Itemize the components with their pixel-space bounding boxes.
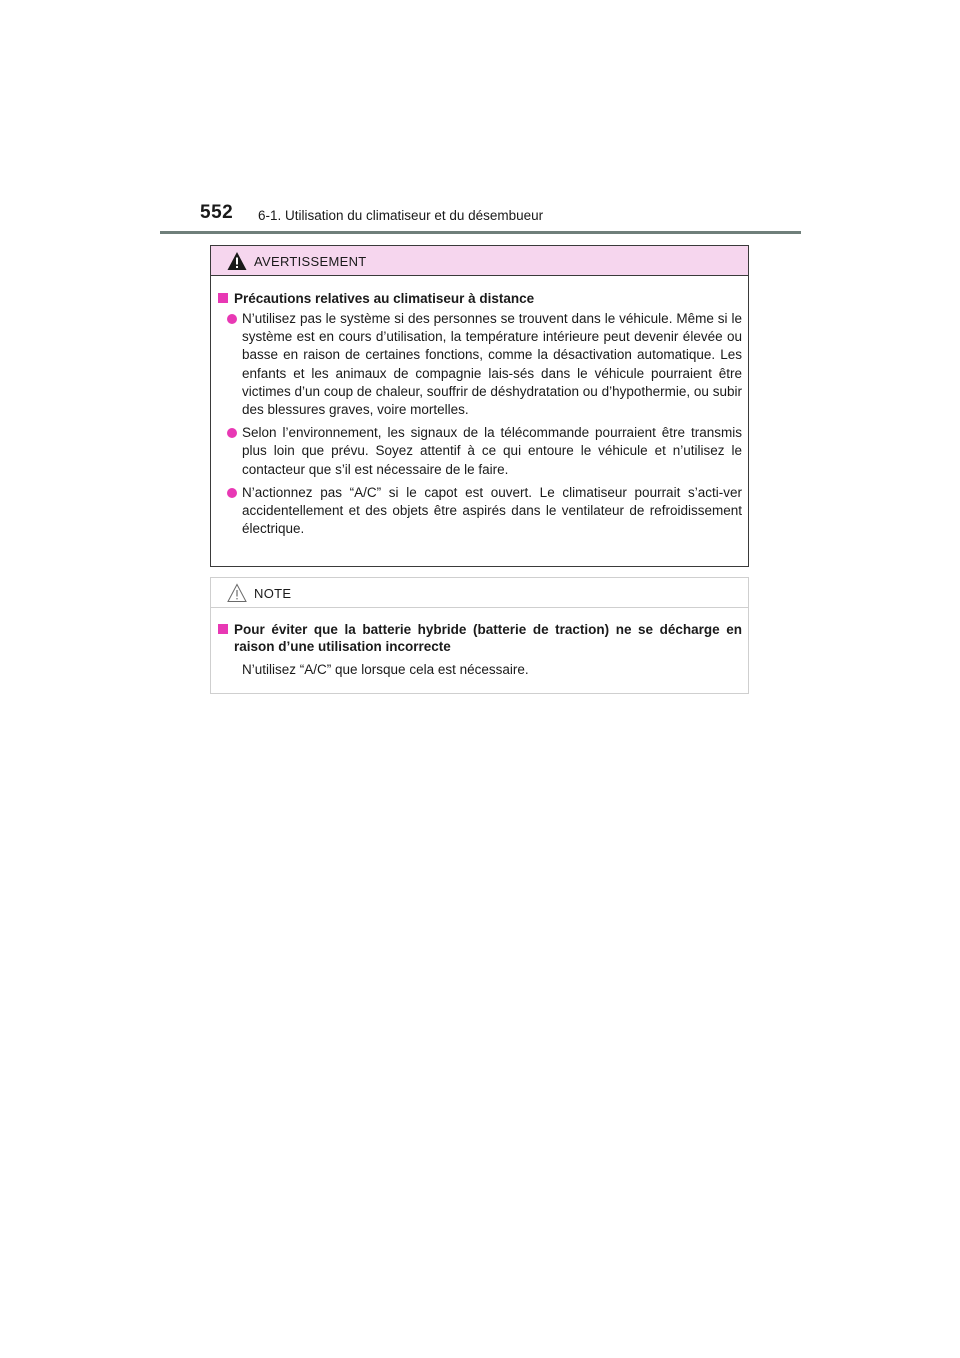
warning-item [218, 484, 742, 539]
warning-item-text: Selon l’environnement, les signaux de la télécommande pourraient être transmis plus loin que prévu. Soyez attentif à ce qui entoure le véhicule et n’utilisez le contacteur que s’il est nécessaire de le faire. [242, 425, 742, 477]
note-heading-text: Pour éviter que la batterie hybride (batterie de traction) ne se décharge en raison d’une utilisation incorrecte [234, 622, 742, 654]
circle-bullet-icon [227, 488, 237, 498]
circle-bullet-icon [227, 314, 237, 324]
warning-item-text: N’utilisez pas le système si des personnes se trouvent dans le véhicule. Même si le système est en cours d’utilisation, la température intérieure peut devenir élevée ou basse en raison de certaines fonctions, comme la désactivation automatique. Les enfants et les animaux de compagnie lais-sés dans le véhicule pourraient être victimes d’un coup de chaleur, souffrir de déshydratation ou d’hypothermie, ou subir des blessures graves, voire mortelles. [242, 311, 742, 418]
caution-outline-triangle-icon [227, 583, 247, 603]
square-bullet-icon [218, 293, 228, 303]
note-box-header [211, 578, 748, 608]
header-divider [160, 231, 801, 234]
note-heading [218, 621, 742, 655]
warning-box [210, 245, 749, 567]
circle-bullet-icon [227, 428, 237, 438]
warning-item [218, 310, 742, 419]
page-header [160, 202, 801, 232]
page-number: 552 [200, 202, 234, 223]
warning-label: AVERTISSEMENT [254, 254, 367, 269]
section-title: 6-1. Utilisation du climatiseur et du désembueur [258, 208, 544, 223]
warning-heading-text: Précautions relatives au climatiseur à distance [234, 291, 535, 306]
warning-item-text: N’actionnez pas “A/C” si le capot est ouvert. Le climatiseur pourrait s’acti-ver accidentellement et des objets être aspirés dans le ventilateur de refroidissement électrique. [242, 484, 742, 537]
note-body [211, 608, 748, 679]
note-text: N’utilisez “A/C” que lorsque cela est nécessaire. [242, 662, 529, 677]
warning-box-header [211, 246, 748, 276]
square-bullet-icon [218, 624, 228, 634]
warning-item [218, 424, 742, 479]
note-label: NOTE [254, 586, 292, 601]
warning-body [211, 276, 748, 538]
note-box [210, 577, 749, 694]
warning-heading [218, 290, 742, 307]
warning-triangle-icon [227, 251, 247, 271]
